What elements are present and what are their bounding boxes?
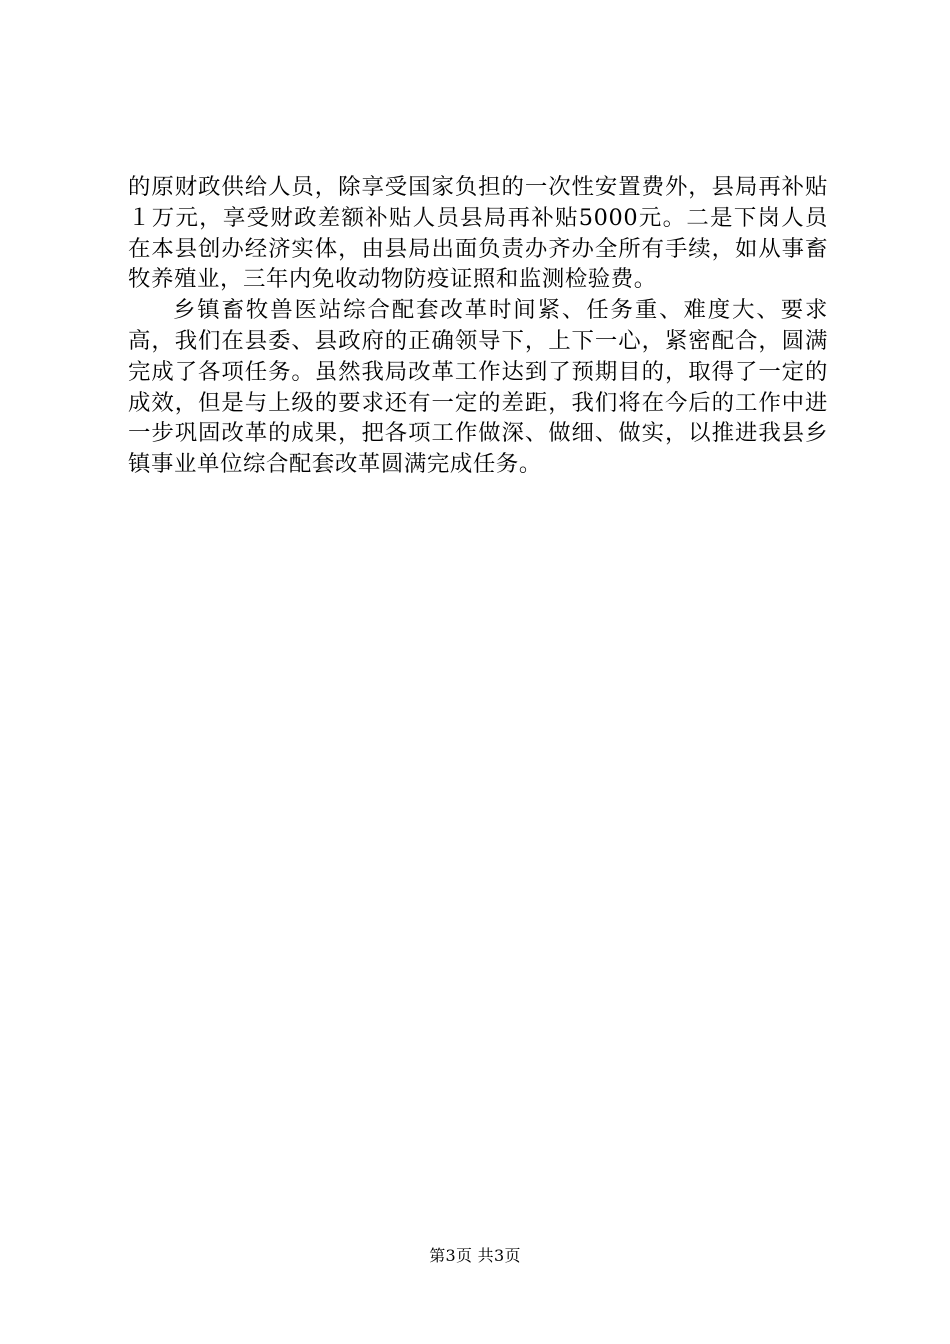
paragraph-conclusion: 乡镇畜牧兽医站综合配套改革时间紧、任务重、难度大、要求高，我们在县委、县政府的正确领导下，上下一心，紧密配合，圆满完成了各项任务。虽然我局改革工作达到了预期目的，取得了一定的成效，但是与上级的要求还有一定的差距，我们将在今后的工作中进一步巩固改革的成果，把各项工作做深、做细、做实，以推进我县乡镇事业单位综合配套改革圆满完成任务。 — [128, 297, 828, 478]
document-body — [128, 172, 828, 480]
page-footer: 第3页 共3页 — [429, 1246, 521, 1265]
paragraph-continuation: 的原财政供给人员，除享受国家负担的一次性安置费外，县局再补贴１万元，享受财政差额补贴人员县局再补贴5000元。二是下岗人员在本县创办经济实体，由县局出面负责办齐办全所有手续，如从事畜牧养殖业，三年内免收动物防疫证照和监测检验费。 — [128, 174, 828, 293]
